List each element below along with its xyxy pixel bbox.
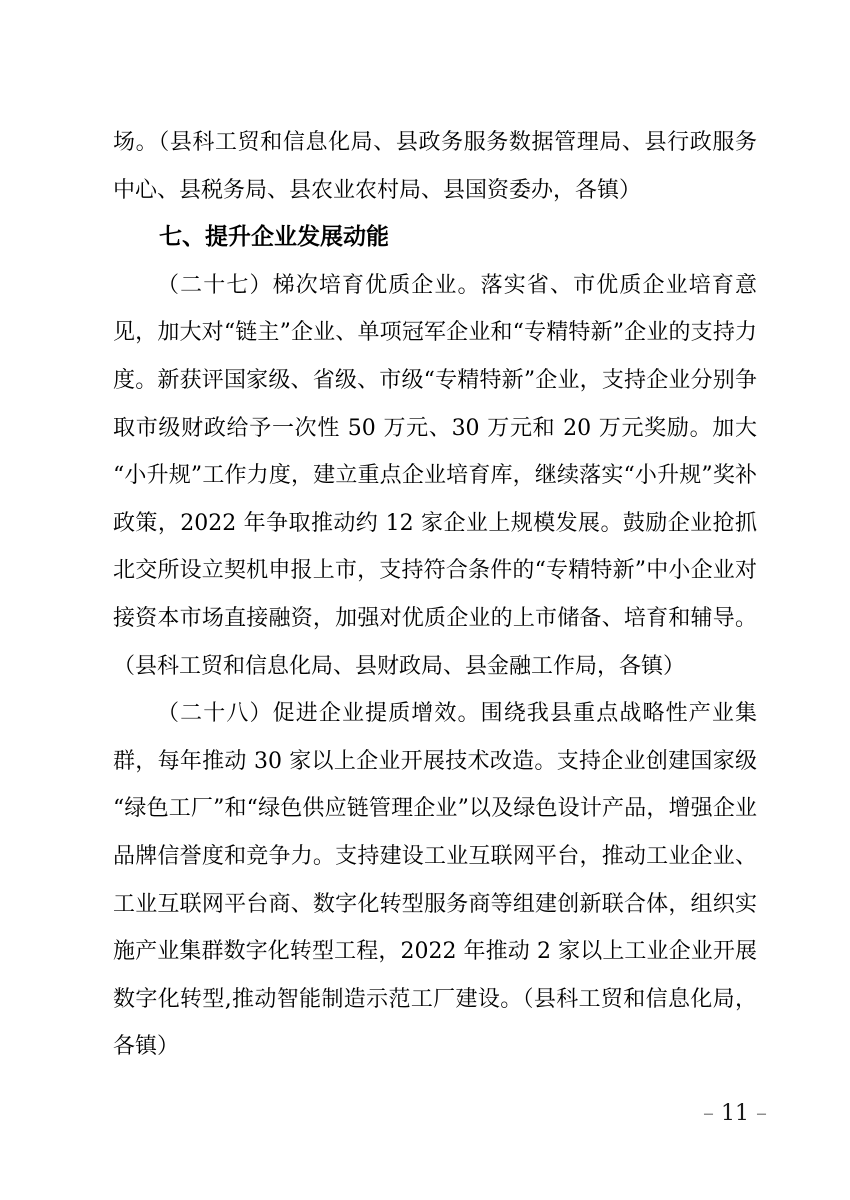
paragraph-28-lead: （二十八）促进企业提质增效。: [157, 701, 481, 727]
paragraph-28-body: 围绕我县重点战略性产业集群，每年推动 30 家以上企业开展技术改造。支持企业创建国家级“绿色工厂”和“绿色供应链管理企业”以及绿色设计产品，增强企业品牌信誉度和竞争力。支持建设工业互联网平台，推动工业企业、工业互联网平台商、数字化转型服务商等组建创新联合体，组织实施产业集群数字化转型工程，2022 年推动 2 家以上工业企业开展数字化转型,推动智能制造示范工厂建设。（县科工贸和信息化局，各镇）: [113, 701, 757, 1060]
paragraph-27: [113, 262, 757, 690]
paragraph-27-lead: （二十七）梯次培育优质企业。: [157, 272, 481, 298]
paragraph-28: [113, 690, 757, 1071]
page-number-left-dash: –: [703, 1101, 714, 1126]
page-number-value: 11: [721, 1101, 749, 1126]
paragraph-27-body: 落实省、市优质企业培育意见，加大对“链主”企业、单项冠军企业和“专精特新”企业的支持力度。新获评国家级、省级、市级“专精特新”企业，支持企业分别争取市级财政给予一次性 50 万元、30 万元和 20 万元奖励。加大“小升规”工作力度，建立重点企业培育库，继续落实“小升规”奖补政策，2022 年争取推动约 12 家企业上规模发展。鼓励企业抢抓北交所设立契机申报上市，支持符合条件的“专精特新”中小企业对接资本市场直接融资，加强对优质企业的上市储备、培育和辅导。（县科工贸和信息化局、县财政局、县金融工作局，各镇）: [113, 272, 757, 679]
section-heading: 七、提升企业发展动能: [159, 224, 389, 251]
page-number-right-dash: –: [756, 1101, 767, 1126]
page-number: [696, 1101, 774, 1127]
page-content: [113, 119, 757, 1071]
paragraph-continuation: 场。（县科工贸和信息化局、县政务服务数据管理局、县行政服务中心、县税务局、县农业农村局、县国资委办，各镇）: [113, 130, 757, 203]
